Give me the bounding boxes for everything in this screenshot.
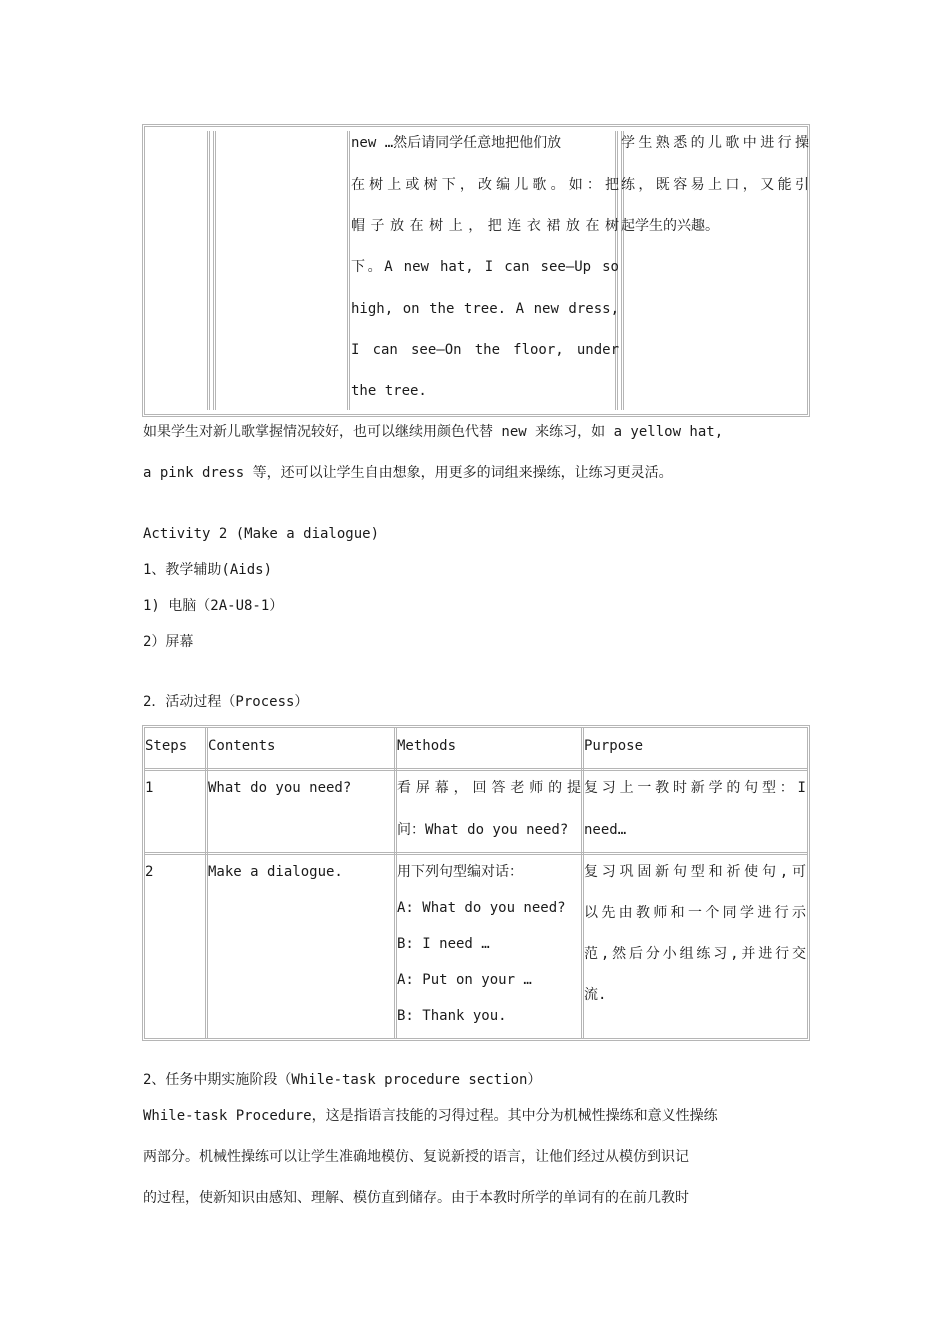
header-contents: Contents bbox=[208, 738, 276, 754]
paragraph-line: 如果学生对新儿歌掌握情况较好，也可以继续用颜色代替 new 来练习，如 a yellow hat, bbox=[143, 424, 724, 440]
table-divider bbox=[394, 728, 397, 1038]
contents-cell: Make a dialogue. bbox=[208, 864, 343, 880]
step-number: 2 bbox=[145, 864, 154, 880]
table-cell-text: 练，既容易上口，又能引 bbox=[621, 177, 809, 193]
purpose-line: 范,然后分小组练习,并进行交 bbox=[584, 946, 806, 962]
table-cell-text: the tree. bbox=[351, 383, 427, 399]
table-divider bbox=[145, 768, 807, 771]
lesson-table-continued bbox=[142, 124, 810, 417]
table-divider bbox=[207, 131, 210, 410]
table-cell-text: 在树上或树下，改编儿歌。如：把 bbox=[351, 177, 619, 193]
table-divider bbox=[621, 131, 624, 410]
table-divider bbox=[347, 131, 350, 410]
aid-item: 2）屏幕 bbox=[143, 634, 194, 650]
purpose-line: 以先由教师和一个同学进行示 bbox=[584, 905, 806, 921]
step-number: 1 bbox=[145, 780, 154, 796]
methods-line: B: I need … bbox=[397, 936, 490, 952]
purpose-line: 复习上一教时新学的句型：I bbox=[584, 780, 806, 796]
header-purpose: Purpose bbox=[584, 738, 644, 754]
methods-line: B: Thank you. bbox=[397, 1008, 507, 1024]
paragraph-line: 的过程，使新知识由感知、理解、模仿直到储存。由于本教时所学的单词有的在前几教时 bbox=[143, 1190, 689, 1206]
section-heading: 2、任务中期实施阶段（While-task procedure section） bbox=[143, 1072, 542, 1088]
methods-line: A: What do you need? bbox=[397, 900, 566, 916]
methods-line: 看屏幕，回答老师的提 bbox=[397, 780, 581, 796]
methods-line: 问：What do you need? bbox=[397, 822, 569, 838]
paragraph-line: 两部分。机械性操练可以让学生准确地模仿、复说新授的语言，让他们经过从模仿到识记 bbox=[143, 1149, 689, 1165]
table-cell-text: I can see—On the floor, under bbox=[351, 342, 619, 358]
contents-cell: What do you need? bbox=[208, 780, 352, 796]
aids-heading: 1、教学辅助(Aids) bbox=[143, 562, 273, 578]
header-steps: Steps bbox=[145, 738, 188, 754]
purpose-line: 流. bbox=[584, 987, 607, 1003]
table-cell-text: 帽子放在树上，把连衣裙放在树 bbox=[351, 218, 619, 234]
process-heading: 2．活动过程（Process） bbox=[143, 694, 309, 710]
paragraph-line: While-task Procedure，这是指语言技能的习得过程。其中分为机械性操练和意义性操练 bbox=[143, 1108, 718, 1124]
table-cell-text: 起学生的兴趣。 bbox=[621, 218, 719, 234]
table-divider bbox=[205, 728, 208, 1038]
aid-item: 1) 电脑（2A-U8-1） bbox=[143, 598, 284, 614]
table-cell-text: 下。A new hat, I can see—Up so bbox=[351, 259, 619, 275]
process-table bbox=[142, 725, 810, 1041]
paragraph-line: a pink dress 等，还可以让学生自由想象，用更多的词组来操练，让练习更灵活。 bbox=[143, 465, 673, 481]
methods-line: 用下列句型编对话： bbox=[397, 864, 523, 880]
methods-line: A: Put on your … bbox=[397, 972, 532, 988]
table-divider bbox=[145, 852, 807, 855]
table-divider bbox=[213, 131, 216, 410]
table-cell-text: new …然后请同学任意地把他们放 bbox=[351, 135, 562, 151]
header-methods: Methods bbox=[397, 738, 457, 754]
purpose-line: 复习巩固新句型和祈使句,可 bbox=[584, 864, 806, 880]
table-cell-text: high, on the tree. A new dress, bbox=[351, 301, 619, 317]
purpose-line: need… bbox=[584, 822, 627, 838]
activity-title: Activity 2 (Make a dialogue) bbox=[143, 526, 380, 542]
table-cell-text: 学生熟悉的儿歌中进行操 bbox=[621, 135, 809, 151]
